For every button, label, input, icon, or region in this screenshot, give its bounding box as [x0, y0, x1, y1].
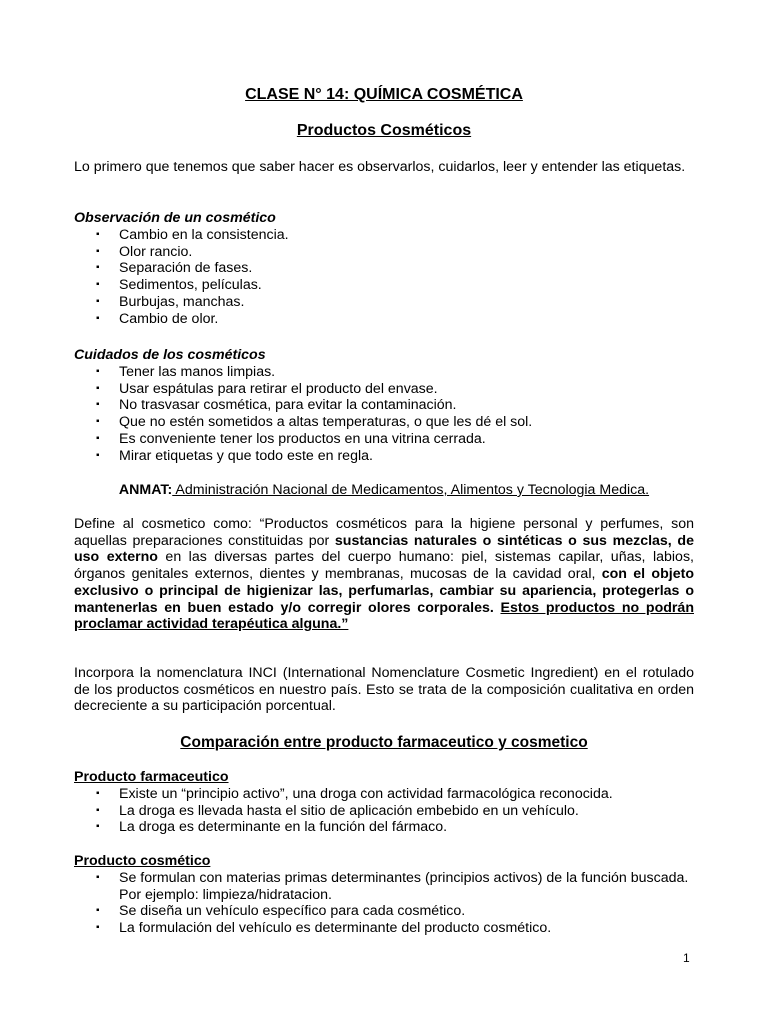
list-item: ▪ Burbujas, manchas. [96, 293, 245, 310]
list-item: ▪ No trasvasar cosmética, para evitar la contaminación. [96, 397, 457, 414]
list-item: ▪ La formulación del vehículo es determinante del producto cosmético. [96, 920, 552, 937]
list-item: ▪ Que no estén sometidos a altas temperaturas, o que les dé el sol. [96, 414, 533, 431]
comparacion-title: Comparación entre producto farmaceutico y cosmetico [180, 734, 588, 751]
bullet-icon: ▪ [96, 905, 100, 917]
cosmetico-heading: Producto cosmético [74, 853, 211, 869]
list-item: ▪ Cambio en la consistencia. [96, 227, 289, 243]
anmat-label: ANMAT: [118, 482, 173, 498]
bullet-icon: ▪ [96, 416, 100, 428]
list-item: ▪ Olor rancio. [96, 243, 193, 260]
bullet-icon: ▪ [96, 382, 100, 394]
farmaceutico-list [74, 786, 694, 836]
page-number: 1 [683, 951, 690, 965]
bullet-icon: ▪ [96, 804, 100, 816]
bullet-icon: ▪ [96, 449, 100, 461]
anmat-text: Administración Nacional de Medicamentos, Alimentos y Tecnologia Medica. [172, 482, 650, 498]
bullet-icon: ▪ [96, 229, 100, 240]
list-item: ▪ Se formulan con materias primas determinantes (principios activos) de la función buscada. Por ejemplo: limpieza/hidratacion. [96, 870, 689, 903]
list-item: ▪ Sedimentos, películas. [96, 277, 262, 294]
list-item: ▪ Cambio de olor. [96, 310, 219, 327]
list-item: ▪ Tener las manos limpias. [96, 364, 276, 380]
bullet-icon: ▪ [96, 312, 100, 324]
list-item: ▪ Usar espátulas para retirar el producto del envase. [96, 380, 438, 397]
cosmetico-list [74, 870, 694, 937]
bullet-icon: ▪ [96, 366, 100, 377]
farmaceutico-heading: Producto farmaceutico [74, 769, 229, 785]
list-item: ▪ Es conveniente tener los productos en una vitrina cerrada. [96, 430, 486, 447]
bullet-icon: ▪ [96, 245, 100, 257]
document-title: CLASE N° 14: QUÍMICA COSMÉTICA [245, 86, 523, 103]
list-item: ▪ Separación de fases. [96, 260, 253, 277]
bullet-icon: ▪ [96, 432, 100, 444]
list-item: ▪ Existe un “principio activo”, una droga con actividad farmacológica reconocida. [96, 786, 613, 802]
cuidados-heading: Cuidados de los cosméticos [74, 347, 266, 363]
intro-paragraph: Lo primero que tenemos que saber hacer es observarlos, cuidarlos, leer y entender las etiquetas. [74, 159, 686, 175]
bullet-icon: ▪ [96, 922, 100, 934]
bullet-icon: ▪ [96, 279, 100, 291]
observacion-heading: Observación de un cosmético [74, 210, 276, 226]
inci-paragraph: Incorpora la nomenclatura INCI (International Nomenclature Cosmetic Ingredient) en el rotulado de los productos cosméticos en nuestro país. Esto se trata de la composición cualitativa en orden decreciente a su participación porcentual. [74, 665, 694, 715]
list-item: ▪ La droga es determinante en la función del fármaco. [96, 819, 448, 836]
bullet-icon: ▪ [96, 295, 100, 307]
document-subtitle: Productos Cosméticos [296, 122, 472, 139]
bullet-icon: ▪ [96, 872, 100, 883]
bullet-icon: ▪ [96, 788, 100, 799]
definicion-paragraph: Define al cosmetico como: “Productos cosméticos para la higiene personal y perfumes, son aquellas preparaciones constituidas por sustancias naturales o sintéticas o sus mezclas, de uso externo en las diversas partes del cuerpo humano: piel, sistemas capilar, uñas, labios, órganos genitales externos, dientes y membranas, mucosas de la cavidad oral, con el objeto exclusivo o principal de higienizar las, perfumarlas, cambiar su apariencia, protegerlas o mantenerlas en buen estado y/o corregir olores corporales. Estos productos no podrán proclamar actividad terapéutica alguna.” [74, 516, 694, 633]
list-item: ▪ La droga es llevada hasta el sitio de aplicación embebido en un vehículo. [96, 802, 579, 819]
bullet-icon: ▪ [96, 821, 100, 833]
cuidados-list [74, 364, 694, 464]
anmat-line [0, 482, 768, 499]
bullet-icon: ▪ [96, 399, 100, 411]
list-item: ▪ Se diseña un vehículo específico para cada cosmético. [96, 903, 466, 920]
observacion-list [74, 227, 694, 327]
list-item: ▪ Mirar etiquetas y que todo este en regla. [96, 447, 373, 464]
bullet-icon: ▪ [96, 262, 100, 274]
